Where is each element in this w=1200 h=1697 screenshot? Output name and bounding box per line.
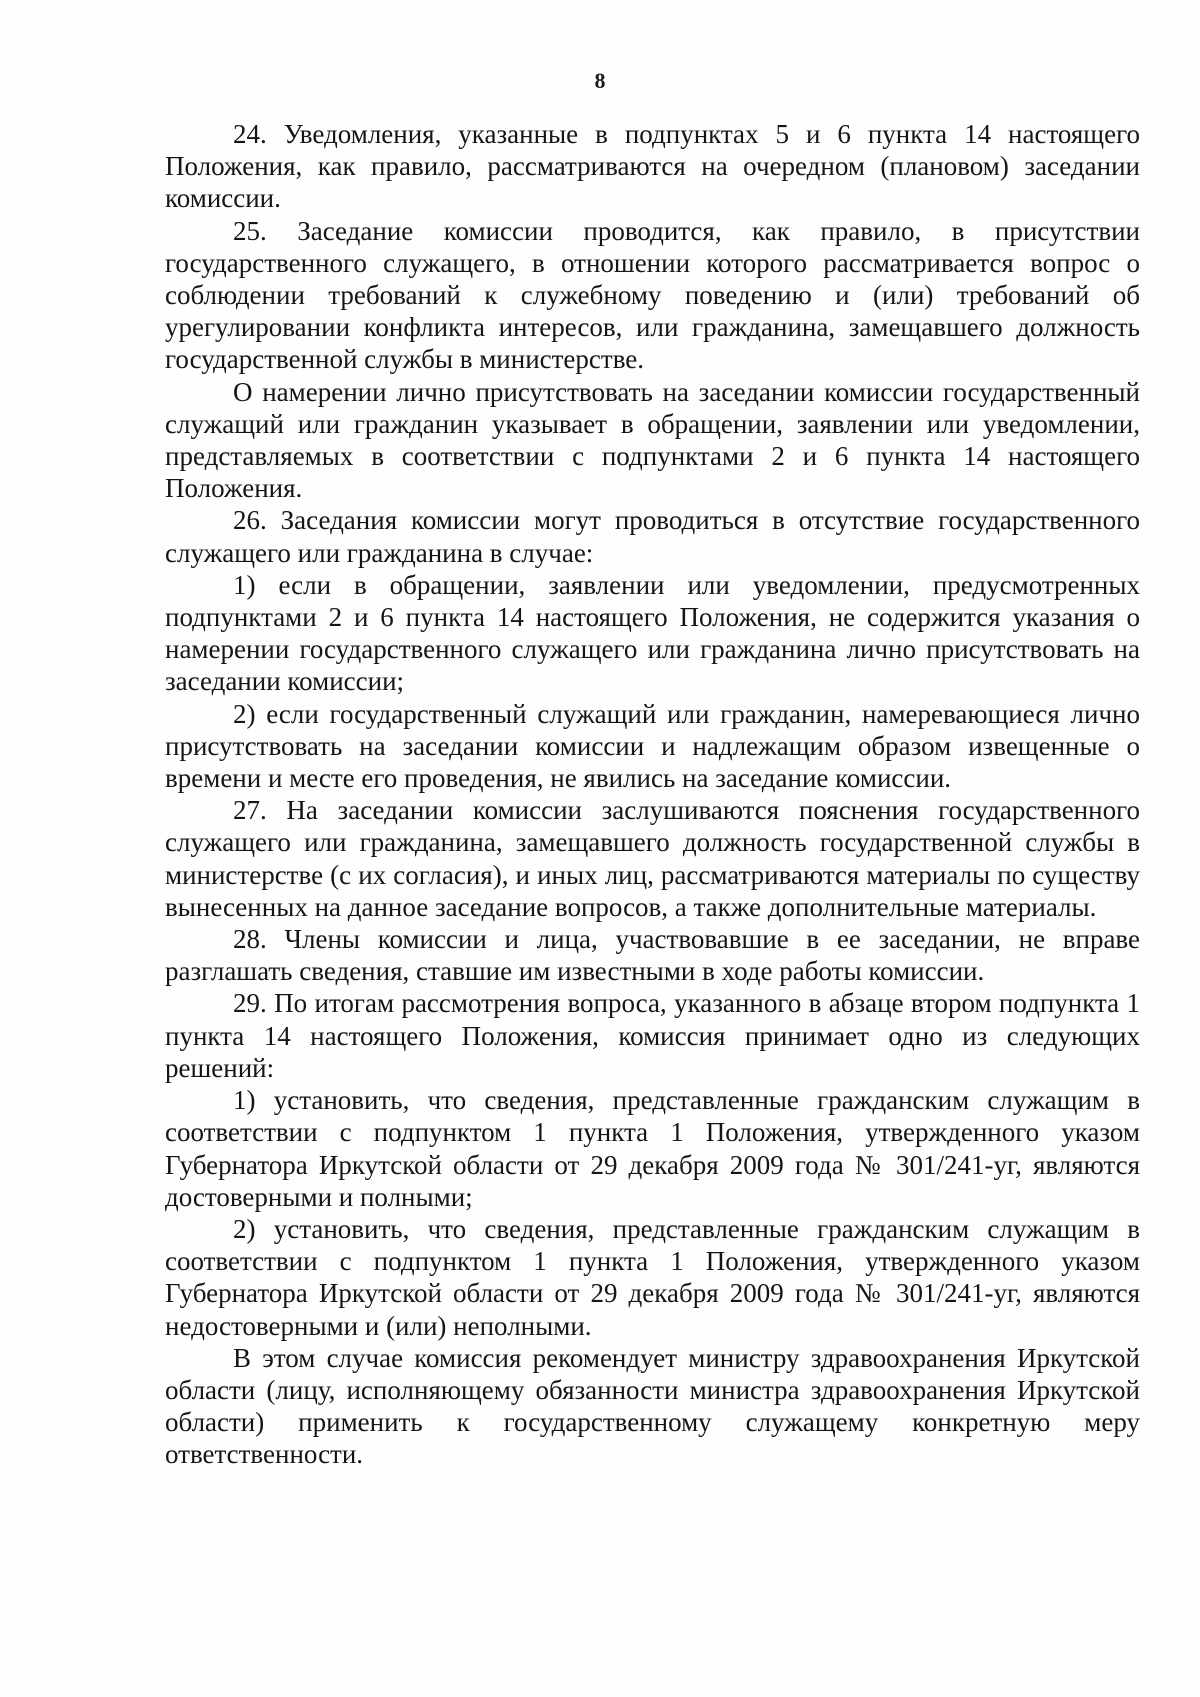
paragraph-29-recommendation: В этом случае комиссия рекомендует министру здравоохранения Иркутской области (лицу, исполняющему обязанности министра здравоохранения Иркутской области) применить к государственному служащему конкретную меру ответственности. bbox=[165, 1342, 1140, 1470]
paragraph-29-item-2: 2) установить, что сведения, представленные гражданским служащим в соответствии с подпунктом 1 пункта 1 Положения, утвержденного указом Губернатора Иркутской области от 29 декабря 2009 года № 301/241-уг, являются недостоверными и (или) неполными. bbox=[165, 1213, 1140, 1341]
paragraph-29: 29. По итогам рассмотрения вопроса, указанного в абзаце втором подпункта 1 пункта 14 настоящего Положения, комиссия принимает одно из следующих решений: bbox=[165, 988, 1140, 1083]
paragraph-28: 28. Члены комиссии и лица, участвовавшие в ее заседании, не вправе разглашать сведения, ставшие им известными в ходе работы комиссии. bbox=[165, 924, 1140, 987]
paragraph-29-item-1: 1) установить, что сведения, представленные гражданским служащим в соответствии с подпунктом 1 пункта 1 Положения, утвержденного указом Губернатора Иркутской области от 29 декабря 2009 года № 301/241-уг, являются достоверными и полными; bbox=[165, 1085, 1140, 1212]
paragraph-24: 24. Уведомления, указанные в подпунктах 5 и 6 пункта 14 настоящего Положения, как правило, рассматриваются на очередном (плановом) заседании комиссии. bbox=[165, 119, 1140, 214]
page-number: 8 bbox=[594, 68, 606, 93]
paragraph-25: 25. Заседание комиссии проводится, как правило, в присутствии государственного служащего, в отношении которого рассматривается вопрос о соблюдении требований к служебному поведению и (или) требований об урегулировании конфликта интересов, или гражданина, замещавшего должность государственной службы в министерстве. bbox=[165, 215, 1140, 375]
paragraph-27: 27. На заседании комиссии заслушиваются пояснения государственного служащего или гражданина, замещавшего должность государственной службы в министерстве (с их согласия), и иных лиц, рассматриваются материалы по существу вынесенных на данное заседание вопросов, а также дополнительные материалы. bbox=[165, 795, 1140, 922]
paragraph-25-intent: О намерении лично присутствовать на заседании комиссии государственный служащий или гражданин указывает в обращении, заявлении или уведомлении, представляемых в соответствии с подпунктами 2 и 6 пункта 14 настоящего Положения. bbox=[165, 376, 1140, 504]
paragraph-26-item-1: 1) если в обращении, заявлении или уведомлении, предусмотренных подпунктами 2 и 6 пункта 14 настоящего Положения, не содержится указания о намерении государственного служащего или гражданина лично присутствовать на заседании комиссии; bbox=[165, 569, 1140, 697]
document-body bbox=[165, 118, 1140, 1471]
paragraph-26-item-2: 2) если государственный служащий или гражданин, намеревающиеся лично присутствовать на заседании комиссии и надлежащим образом извещенные о времени и месте его проведения, не явились на заседание комиссии. bbox=[165, 698, 1140, 794]
paragraph-26: 26. Заседания комиссии могут проводиться в отсутствие государственного служащего или гражданина в случае: bbox=[165, 505, 1140, 568]
